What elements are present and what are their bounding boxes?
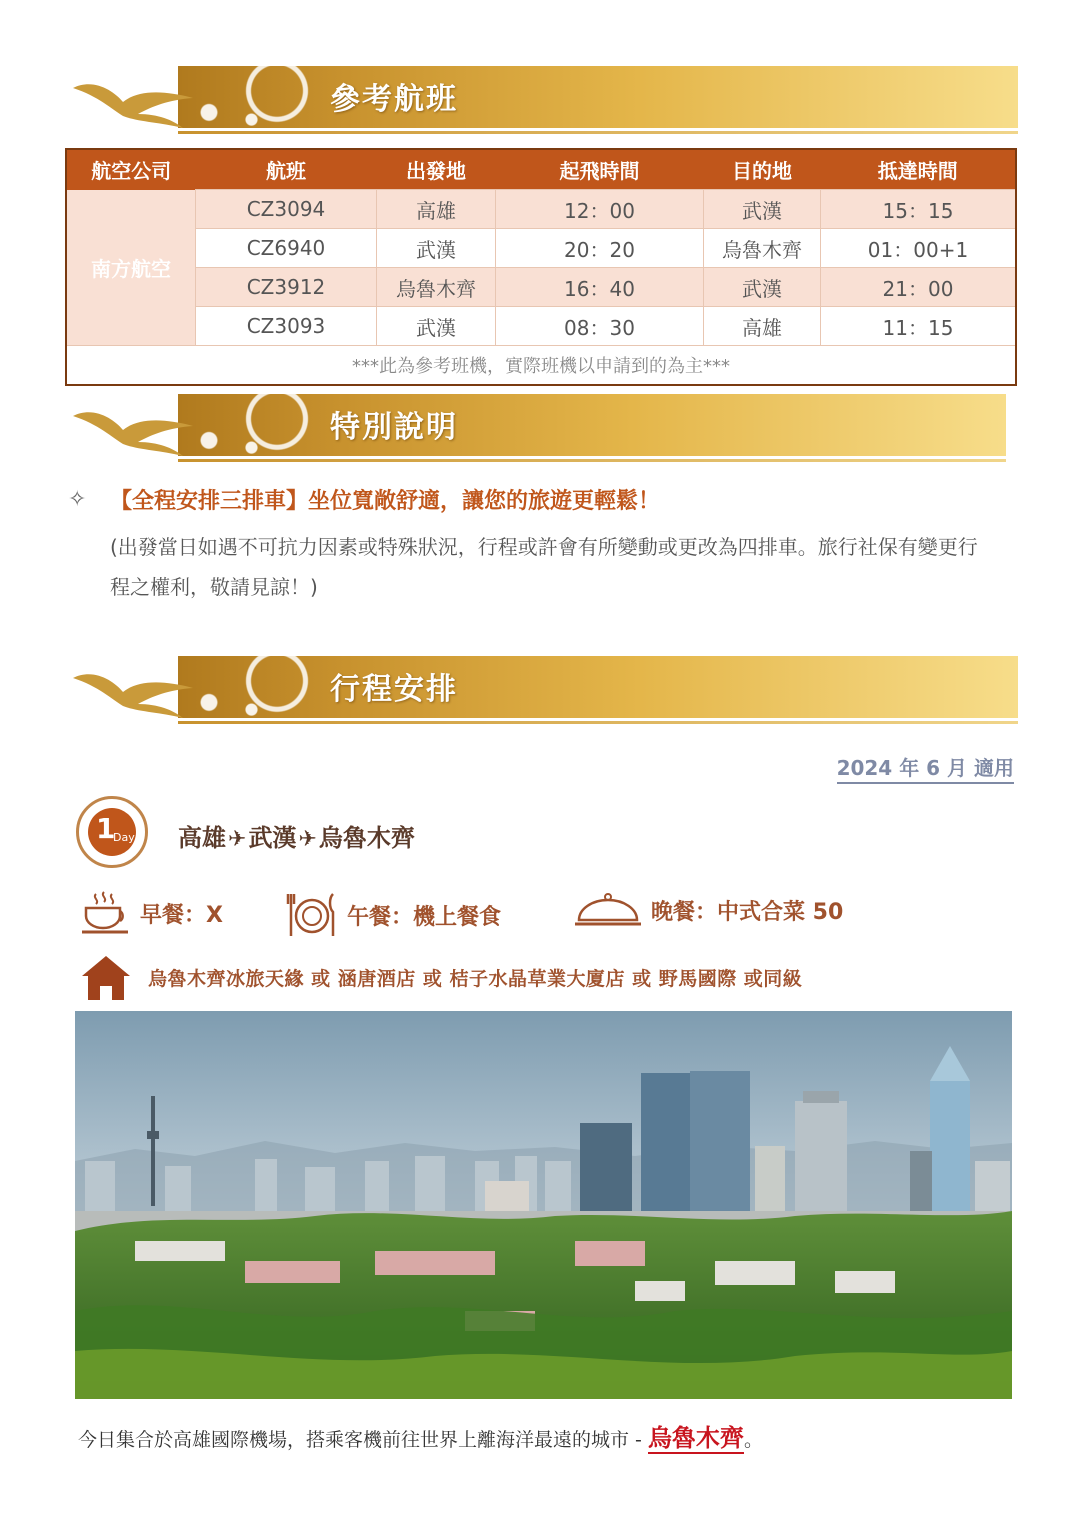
banner-title: 特別說明: [330, 410, 458, 445]
cloche-icon: [573, 890, 643, 930]
flight-number: CZ3094: [196, 190, 377, 229]
day-route: [178, 818, 415, 853]
depart-time: 16：40: [496, 268, 704, 307]
day-description: [78, 1418, 763, 1453]
route-stop: 高雄: [178, 824, 226, 852]
caption-text: 今日集合於高雄國際機場，搭乘客機前往世界上離海洋最遠的城市 -: [78, 1429, 648, 1451]
sparkle-bullet-icon: ✧: [68, 487, 87, 512]
section-banner-special: [68, 390, 1006, 462]
arrive-time: 11：15: [821, 307, 1017, 346]
depart-time: 08：30: [496, 307, 704, 346]
flight-number: CZ3912: [196, 268, 377, 307]
table-row: [66, 307, 1016, 346]
swallow-logo-icon: [68, 398, 198, 458]
lunch-item: [285, 890, 501, 940]
to-city: 烏魯木齊: [704, 229, 821, 268]
house-icon: [80, 954, 132, 1000]
day-number: 1: [96, 812, 116, 845]
depart-time: 12：00: [496, 190, 704, 229]
table-header-row: [66, 149, 1016, 190]
header-airline: 航空公司: [66, 149, 196, 190]
from-city: 烏魯木齊: [377, 268, 496, 307]
dinner-item: [573, 890, 843, 930]
header-from: 出發地: [377, 149, 496, 190]
breakfast-item: [80, 890, 223, 936]
coffee-cup-icon: [80, 890, 132, 936]
plate-cutlery-icon: [285, 890, 339, 940]
table-row: [66, 229, 1016, 268]
header-arrive: 抵達時間: [821, 149, 1017, 190]
caption-end: 。: [743, 1429, 763, 1451]
header-depart: 起飛時間: [496, 149, 704, 190]
arrive-time: 01：00+1: [821, 229, 1017, 268]
flight-number: CZ6940: [196, 229, 377, 268]
from-city: 武漢: [377, 307, 496, 346]
meals-row: [80, 890, 1030, 940]
hotel-row: [80, 954, 802, 1000]
route-stop: 烏魯木齊: [318, 824, 415, 852]
from-city: 高雄: [377, 190, 496, 229]
day-badge: [76, 796, 148, 868]
swallow-logo-icon: [68, 660, 198, 720]
day-label: Day: [113, 831, 135, 844]
header-to: 目的地: [704, 149, 821, 190]
arrive-time: 21：00: [821, 268, 1017, 307]
special-headline: 【全程安排三排車】坐位寬敞舒適，讓您的旅遊更輕鬆！: [110, 489, 661, 514]
to-city: 武漢: [704, 190, 821, 229]
urumqi-skyline-image: [75, 1011, 1012, 1399]
to-city: 高雄: [704, 307, 821, 346]
banner-title: 行程安排: [330, 672, 458, 707]
section-banner-itinerary: [68, 652, 1018, 724]
flight-table: [65, 148, 1017, 386]
table-row: [66, 268, 1016, 307]
lunch-label: 午餐：機上餐食: [347, 904, 502, 930]
route-stop: 武漢: [248, 824, 297, 852]
day-badge-inner: [88, 808, 136, 856]
special-body: (出發當日如遇不可抗力因素或特殊狀況，行程或許會有所變動或更改為四排車。旅行社保有變更行程之權利，敬請見諒！): [110, 535, 978, 599]
header-flight: 航班: [196, 149, 377, 190]
flight-number: CZ3093: [196, 307, 377, 346]
section-banner-flights: [68, 62, 1018, 134]
airline-cell: 南方航空: [66, 190, 196, 346]
caption-highlight: 烏魯木齊: [647, 1424, 744, 1452]
city-skyline-photo: [75, 1011, 1012, 1399]
dinner-label: 晚餐：中式合菜 50: [651, 899, 844, 925]
applicable-date: 2024 年 6 月 適用: [837, 752, 1014, 784]
table-note-row: [66, 346, 1016, 386]
table-row: [66, 190, 1016, 229]
flight-note: ***此為參考班機，實際班機以申請到的為主***: [66, 346, 1016, 386]
to-city: 武漢: [704, 268, 821, 307]
airplane-icon: ✈: [298, 827, 317, 852]
special-notice: [68, 484, 1018, 607]
depart-time: 20：20: [496, 229, 704, 268]
hotel-text: 烏魯木齊冰旅天緣 或 涵唐酒店 或 桔子水晶草業大廈店 或 野馬國際 或同級: [148, 967, 803, 990]
breakfast-label: 早餐：X: [140, 902, 223, 928]
arrive-time: 15：15: [821, 190, 1017, 229]
from-city: 武漢: [377, 229, 496, 268]
banner-title: 參考航班: [330, 82, 458, 117]
airplane-icon: ✈: [228, 827, 247, 852]
special-headline-line: [68, 484, 1018, 515]
swallow-logo-icon: [68, 70, 198, 130]
